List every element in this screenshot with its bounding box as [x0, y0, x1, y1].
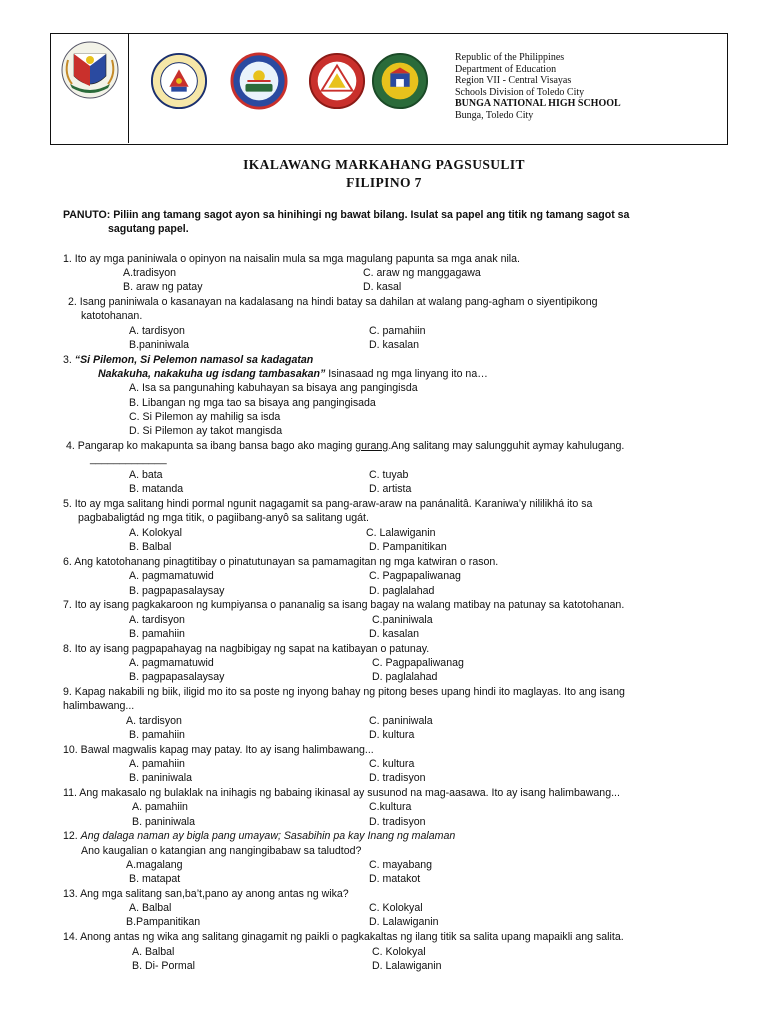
- q2-choice-c: C. pamahiin: [369, 325, 426, 337]
- q9-choice-a: A. tardisyon: [126, 715, 182, 727]
- q10-choice-c: C. kultura: [369, 758, 415, 770]
- q2-choice-d: D. kasalan: [369, 339, 420, 351]
- division-seal-icon: [308, 52, 366, 110]
- q7-choice-a: A. tardisyon: [129, 614, 185, 626]
- q9-choice-b: B. pamahiin: [129, 729, 185, 741]
- q14-choice-d: D. Lalawiganin: [372, 960, 442, 972]
- header-address: [455, 52, 621, 122]
- q6-choice-d: D. paglalahad: [369, 585, 435, 597]
- q14-choice-c: C. Kolokyal: [372, 946, 426, 958]
- question-3: [63, 354, 313, 367]
- q8-choice-d: D. paglalahad: [372, 671, 438, 683]
- q10-choice-a: A. pamahiin: [129, 758, 185, 770]
- q4-underlined-word: gurang: [355, 440, 389, 452]
- q12-choice-a: A.magalang: [126, 859, 183, 871]
- question-1: 1. Ito ay mga paniniwala o opinyon na naisalin mula sa mga magulang papunta sa mga anak nila.: [63, 253, 521, 265]
- school-name: BUNGA NATIONAL HIGH SCHOOL: [455, 98, 621, 110]
- q1-choice-a: A.tradisyon: [123, 267, 176, 279]
- region-line: Region VII - Central Visayas: [455, 75, 572, 87]
- q2-choice-b: B.paniniwala: [129, 339, 190, 351]
- school-address: Bunga, Toledo City: [455, 109, 534, 121]
- question-14: 14. Anong antas ng wika ang salitang ginagamit ng paikli o pagkakaltas ng ilang titik sa salita upang mapaikli ang salita.: [63, 931, 624, 943]
- exam-title: IKALAWANG MARKAHANG PAGSUSULIT: [243, 157, 525, 172]
- q4-blank: _____________: [90, 453, 167, 465]
- q4-choice-b: B. matanda: [129, 483, 184, 495]
- question-12: [63, 830, 455, 843]
- subject-title: FILIPINO 7: [346, 175, 422, 190]
- q4-choice-d: D. artista: [369, 483, 412, 495]
- deped-region-seal-icon: [230, 52, 288, 110]
- philippine-seal-icon: [60, 40, 120, 100]
- q13-choice-a: A. Balbal: [129, 902, 172, 914]
- q5-choice-b: B. Balbal: [129, 541, 172, 553]
- q1-choice-c: C. araw ng manggagawa: [363, 267, 481, 279]
- q10-choice-d: D. tradisyon: [369, 772, 426, 784]
- q12-verse: Ang dalaga naman ay bigla pang umayaw; Sasabihin pa kay Inang ng malaman: [80, 830, 456, 842]
- q5-choice-a: A. Kolokyal: [129, 527, 182, 539]
- q11-choice-d: D. tradisyon: [369, 816, 426, 828]
- question-9-cont: halimbawang...: [63, 700, 135, 712]
- q3-quote-line-1: “Si Pilemon, Si Pelemon namasol sa kadagatan: [74, 354, 314, 366]
- q5-choice-c: C. Lalawiganin: [366, 527, 436, 539]
- q9-choice-c: C. paniniwala: [369, 715, 433, 727]
- q2-choice-a: A. tardisyon: [129, 325, 185, 337]
- q13-choice-d: D. Lalawiganin: [369, 916, 439, 928]
- q12-choice-b: B. matapat: [129, 873, 181, 885]
- q7-choice-c: C.paniniwala: [372, 614, 433, 626]
- question-10: 10. Bawal magwalis kapag may patay. Ito ay isang halimbawang...: [63, 744, 374, 756]
- q14-choice-b: B. Di- Pormal: [132, 960, 195, 972]
- q6-choice-b: B. pagpapasalaysay: [129, 585, 225, 597]
- division-line: Schools Division of Toledo City: [455, 86, 585, 98]
- q3-choice-c: C. Si Pilemon ay mahilig sa isda: [129, 411, 281, 423]
- q7-choice-d: D. kasalan: [369, 628, 420, 640]
- instructions-line-1: PANUTO: Piliin ang tamang sagot ayon sa hinihingi ng bawat bilang. Isulat sa papel ang titik ng tamang sagot sa: [63, 209, 630, 221]
- q4-stem-post: .Ang salitang may salungguhit aymay kahulugang.: [388, 440, 625, 452]
- q13-choice-b: B.Pampanitikan: [126, 916, 201, 928]
- q3-choice-b: B. Libangan ng mga tao sa bisaya ang pangingisada: [129, 397, 376, 409]
- question-13: 13. Ang mga salitang san,ba’t,pano ay anong antas ng wika?: [63, 888, 349, 900]
- q3-number: 3.: [63, 354, 75, 366]
- q3-quote-line-2: Nakakuha, nakakuha ug isdang tambasakan”: [98, 368, 326, 380]
- q13-choice-c: C. Kolokyal: [369, 902, 423, 914]
- header-divider: [128, 33, 129, 143]
- q8-choice-c: C. Pagpapaliwanag: [372, 657, 464, 669]
- q12-choice-d: D. matakot: [369, 873, 421, 885]
- question-3-cont: [98, 368, 488, 381]
- q8-choice-b: B. pagpapasalaysay: [129, 671, 225, 683]
- q12-number: 12.: [63, 830, 81, 842]
- q12-choice-c: C. mayabang: [369, 859, 433, 871]
- question-7: 7. Ito ay isang pagkakaroon ng kumpiyansa o pananalig sa isang bagay na walang matibay na patunay sa katotohanan.: [63, 599, 625, 611]
- question-9: 9. Kapag nakabili ng biik, iligid mo ito sa poste ng inyong bahay ng pitong beses upang hindi ito maglayas. Ito ang isang: [63, 686, 625, 698]
- q11-choice-c: C.kultura: [369, 801, 412, 813]
- q7-choice-b: B. pamahiin: [129, 628, 185, 640]
- question-12-cont: Ano kaugalian o katangian ang nangingibabaw sa taludtod?: [81, 845, 362, 857]
- instructions-line-2: sagutang papel.: [108, 223, 189, 235]
- q5-choice-d: D. Pampanitikan: [369, 541, 447, 553]
- question-2-cont: katotohanan.: [81, 310, 143, 322]
- q14-choice-a: A. Balbal: [132, 946, 175, 958]
- question-8: 8. Ito ay isang pagpapahayag na nagbibigay ng sapat na katibayan o patunay.: [63, 643, 430, 655]
- q8-choice-a: A. pagmamatuwid: [129, 657, 214, 669]
- q1-choice-d: D. kasal: [363, 281, 402, 293]
- q4-stem-pre: 4. Pangarap ko makapunta sa ibang bansa bago ako maging: [66, 440, 356, 452]
- question-5-cont: pagbabaligtád ng mga titik, o pagiibang-anyô sa salitang ugát.: [78, 512, 369, 524]
- q11-choice-b: B. paniniwala: [132, 816, 196, 828]
- q10-choice-b: B. paniniwala: [129, 772, 193, 784]
- q4-choice-a: A. bata: [129, 469, 163, 481]
- question-11: 11. Ang makasalo ng bulaklak na inihagis ng babaing ikinasal ay susunod na mag-aasawa. Ito ay isang halimbawang...: [63, 787, 620, 799]
- q4-choice-c: C. tuyab: [369, 469, 409, 481]
- question-2: 2. Isang paniniwala o kasanayan na kadalasang na hindi batay sa dahilan at walang pang-agham o siyentipikong: [68, 296, 598, 308]
- republic-line: Republic of the Philippines: [455, 52, 565, 63]
- school-seal-icon: [371, 52, 429, 110]
- question-6: 6. Ang katotohanang pinagtitibay o pinatutunayan sa pamamagitan ng mga katwiran o rason.: [63, 556, 499, 568]
- q6-choice-c: C. Pagpapaliwanag: [369, 570, 461, 582]
- deped-seal-icon: [150, 52, 208, 110]
- q3-choice-d: D. Si Pilemon ay takot mangisda: [129, 425, 283, 437]
- q11-choice-a: A. pamahiin: [132, 801, 188, 813]
- department-line: Department of Education: [455, 63, 557, 75]
- q3-choice-a: A. Isa sa pangunahing kabuhayan sa bisaya ang pangingisda: [129, 382, 418, 394]
- q1-choice-b: B. araw ng patay: [123, 281, 203, 293]
- q6-choice-a: A. pagmamatuwid: [129, 570, 214, 582]
- q9-choice-d: D. kultura: [369, 729, 415, 741]
- q3-rest: Isinasaad ng mga linyang ito na…: [325, 368, 488, 380]
- question-4: [66, 440, 624, 453]
- question-5: 5. Ito ay mga salitang hindi pormal ngunit nagagamit sa pang-araw-araw na panánalitâ. Karaniwa’y nililikhá ito sa: [63, 498, 593, 510]
